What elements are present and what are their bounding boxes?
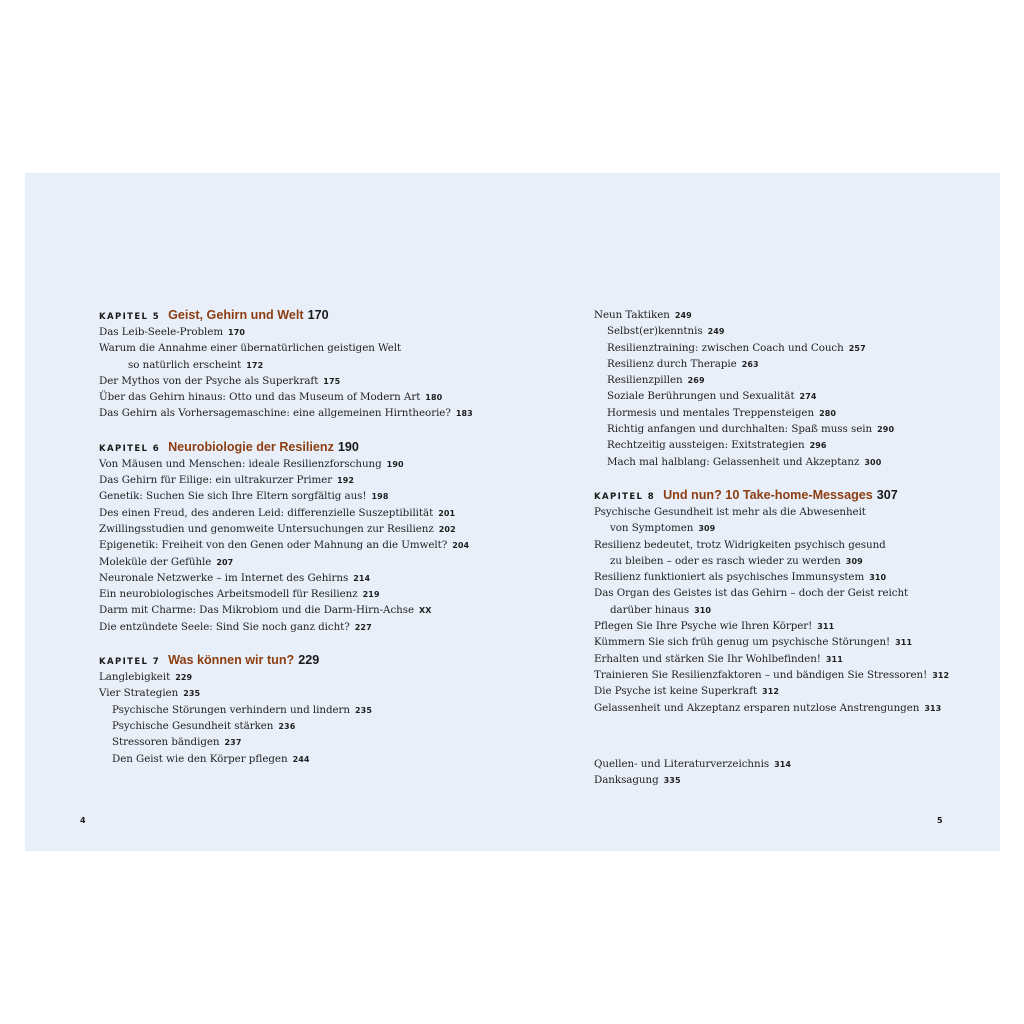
toc-subentry: Resilienzpillen 269: [607, 374, 705, 387]
chapter-title: Was können wir tun?: [168, 653, 295, 668]
toc-entry: Langlebigkeit 229: [99, 671, 193, 684]
toc-entry: Erhalten und stärken Sie Ihr Wohlbefinden! 311: [594, 652, 843, 665]
chapter-page: 190: [337, 439, 359, 454]
toc-entry: Von Mäusen und Menschen: ideale Resilienzforschung 190: [99, 457, 404, 470]
toc-entry: Darm mit Charme: Das Mikrobiom und die Darm-Hirn-Achse XX: [99, 604, 432, 617]
chapter-heading-7: [99, 651, 519, 669]
chapter-label: KAPITEL 7: [99, 657, 161, 668]
toc-subentry: Stressoren bändigen 237: [112, 736, 242, 749]
toc-entry-continued: zu bleiben – oder es rasch wieder zu werden 309: [610, 554, 863, 567]
toc-subentry: Richtig anfangen und durchhalten: Spaß muss sein 290: [607, 423, 895, 436]
toc-subentry: Resilienz durch Therapie 263: [607, 357, 759, 370]
toc-entry: Kümmern Sie sich früh genug um psychische Störungen! 311: [594, 636, 913, 649]
chapter-page: 307: [876, 487, 898, 502]
chapter-heading-6: [99, 438, 519, 456]
toc-subentry: Den Geist wie den Körper pflegen 244: [112, 752, 310, 765]
chapter-page: 229: [298, 653, 320, 668]
toc-entry: Moleküle der Gefühle 207: [99, 555, 234, 568]
chapter-label: KAPITEL 5: [99, 312, 161, 322]
toc-entry: Über das Gehirn hinaus: Otto und das Museum of Modern Art 180: [99, 391, 443, 404]
toc-entry-continued: darüber hinaus 310: [610, 603, 712, 616]
toc-entry: Die entzündete Seele: Sind Sie noch ganz dicht? 227: [99, 620, 372, 633]
chapter-title: Geist, Gehirn und Welt: [168, 308, 304, 322]
toc-entry: Psychische Gesundheit ist mehr als die Abwesenheit: [594, 505, 866, 518]
toc-entry: Gelassenheit und Akzeptanz ersparen nutzlose Anstrengungen 313: [594, 701, 942, 714]
right-page-toc: [594, 306, 974, 788]
toc-entry: Pflegen Sie Ihre Psyche wie Ihren Körper! 311: [594, 620, 835, 633]
toc-entry: Das Gehirn als Vorhersagemaschine: eine allgemeinen Hirntheorie? 183: [99, 407, 473, 420]
toc-entry: Das Organ des Geistes ist das Gehirn – doch der Geist reicht: [594, 587, 909, 600]
chapter-page: 170: [307, 308, 329, 322]
toc-entry: Zwillingsstudien und genomweite Untersuchungen zur Resilienz 202: [99, 522, 456, 535]
toc-entry-bibliography: Quellen- und Literaturverzeichnis 314: [594, 757, 792, 770]
toc-subentry: Psychische Gesundheit stärken 236: [112, 719, 296, 732]
toc-entry: Neun Taktiken 249: [594, 309, 692, 321]
toc-entry: Das Leib-Seele-Problem 170: [99, 326, 246, 338]
chapter-label: KAPITEL 8: [594, 491, 656, 502]
chapter-heading-8: [594, 486, 974, 504]
toc-entry: Epigenetik: Freiheit von den Genen oder Mahnung an die Umwelt? 204: [99, 539, 470, 552]
toc-entry: Des einen Freud, des anderen Leid: differenzielle Suszeptibilität 201: [99, 506, 456, 519]
toc-subentry: Selbst(er)kenntnis 249: [607, 325, 725, 338]
toc-subentry: Hormesis und mentales Treppensteigen 280: [607, 406, 837, 419]
toc-entry-continued: von Symptomen 309: [610, 522, 716, 535]
chapter-title: Neurobiologie der Resilienz: [168, 439, 334, 454]
page-number-left: 4: [80, 816, 86, 825]
chapter-title: Und nun? 10 Take-home-Messages: [663, 487, 873, 502]
toc-subentry: Soziale Berührungen und Sexualität 274: [607, 390, 817, 403]
left-page-toc: [99, 306, 519, 767]
toc-entry: Resilienz funktioniert als psychisches Immunsystem 310: [594, 571, 887, 584]
toc-entry: Resilienz bedeutet, trotz Widrigkeiten psychisch gesund: [594, 538, 886, 551]
toc-subentry: Resilienztraining: zwischen Coach und Couch 257: [607, 341, 866, 354]
page-number-right: 5: [937, 816, 943, 825]
toc-entry: Genetik: Suchen Sie sich Ihre Eltern sorgfältig aus! 198: [99, 490, 389, 503]
chapter-heading-5: [99, 306, 519, 324]
toc-entry-acknowledgements: Danksagung 335: [594, 774, 681, 787]
toc-entry: Ein neurobiologisches Arbeitsmodell für Resilienz 219: [99, 588, 380, 601]
toc-entry: Neuronale Netzwerke – im Internet des Gehirns 214: [99, 571, 371, 584]
toc-entry: Vier Strategien 235: [99, 687, 201, 700]
toc-subentry: Mach mal halblang: Gelassenheit und Akzeptanz 300: [607, 455, 882, 468]
toc-entry: Das Gehirn für Eilige: ein ultrakurzer Primer 192: [99, 474, 355, 487]
toc-entry: Die Psyche ist keine Superkraft 312: [594, 685, 780, 698]
chapter-label: KAPITEL 6: [99, 443, 161, 454]
toc-subentry: Psychische Störungen verhindern und lindern 235: [112, 703, 372, 716]
toc-entry: Der Mythos von der Psyche als Superkraft 175: [99, 374, 341, 387]
toc-subentry: Rechtzeitig aussteigen: Exitstrategien 296: [607, 439, 827, 452]
toc-entry-continued: so natürlich erscheint 172: [128, 358, 264, 371]
toc-entry: Warum die Annahme einer übernatürlichen geistigen Welt: [99, 342, 402, 355]
toc-entry: Trainieren Sie Resilienzfaktoren – und bändigen Sie Stressoren! 312: [594, 668, 950, 681]
